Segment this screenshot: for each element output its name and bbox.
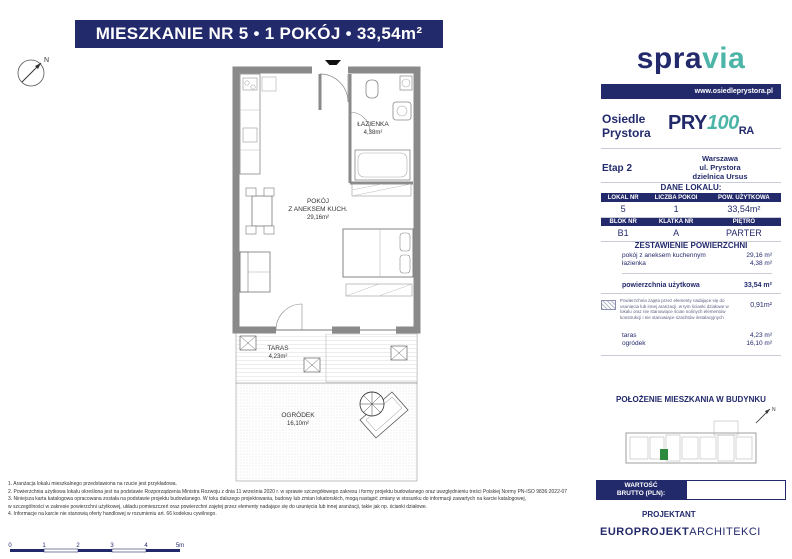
unit-data-table bbox=[601, 193, 781, 242]
terrace-name-label: TARAS bbox=[267, 345, 289, 352]
building-location-map bbox=[616, 405, 781, 470]
usable-area-total: powierzchnia użytkowa 33,54 m² bbox=[622, 282, 772, 289]
living-name-label-2: Z ANEKSEM KUCH. bbox=[288, 206, 348, 213]
stage-label: Etap 2 bbox=[602, 163, 633, 174]
area-row: taras 4,23 m² bbox=[622, 332, 772, 339]
col-header: KLATKA NR bbox=[645, 217, 706, 226]
compass-icon bbox=[756, 409, 770, 423]
living-name-label: POKÓJ bbox=[306, 198, 330, 205]
sofa-icon bbox=[240, 252, 270, 292]
footnote: 1. Aranżacja lokalu mieszkalnego przedstawiona na rzucie jest przykładowa. bbox=[8, 481, 177, 487]
floor-plan bbox=[0, 55, 590, 485]
hatch-value: 0,91m² bbox=[750, 302, 772, 309]
floor-value: PARTER bbox=[707, 226, 781, 241]
usable-area-value: 33,54m² bbox=[707, 202, 781, 217]
scale-tick: 0 bbox=[8, 543, 12, 549]
hatch-legend-icon bbox=[601, 300, 616, 310]
address-block: Warszawa ul. Prystora dzielnica Ursus bbox=[692, 154, 748, 181]
scale-tick: 3 bbox=[110, 543, 114, 549]
footnote: 3. Niniejsza karta katalogowa opracowana została na podstawie projektu budowlanego. W toku dalszego projektowania, budowy lub zmian lokatorskich, mogą nastąpić zmiany w stosunku do informacji zawartych na karcie katalogowej, bbox=[8, 496, 527, 502]
bathroom-name-label: ŁAZIENKA bbox=[357, 121, 389, 128]
estate-name: Osiedle Prystora bbox=[602, 112, 651, 140]
garden-name-label: OGRÓDEK bbox=[281, 412, 315, 419]
col-header: PIĘTRO bbox=[707, 217, 781, 226]
compass-north-label: N bbox=[44, 57, 50, 64]
hatch-note: Powierzchnia zajęta przez elementy nadające się do usunięcia lub innej aranżacji, w tym ścianki działowe w lokalu oraz nie stanowiące ścian nośnych elementów konstrukcji i nie stanowiące szachtów instalacyjnych bbox=[620, 298, 729, 320]
scale-tick: 5m bbox=[175, 543, 185, 549]
scale-tick: 1 bbox=[42, 543, 46, 549]
location-title: POŁOŻENIE MIESZKANIA W BUDYNKU bbox=[616, 395, 766, 404]
price-value bbox=[686, 480, 786, 500]
col-header: LOKAL NR bbox=[601, 193, 645, 202]
col-header: BLOK NR bbox=[601, 217, 645, 226]
spravia-logo: spravia bbox=[636, 42, 746, 75]
living-area-label: 29,16m² bbox=[306, 215, 330, 221]
area-row: pokój z aneksem kuchennym 29,16 m² bbox=[622, 252, 772, 259]
terrace-area-label: 4,23m² bbox=[268, 354, 288, 360]
bed-icon bbox=[343, 229, 413, 277]
unit-number-value: 5 bbox=[601, 202, 645, 217]
unit-data-title: DANE LOKALU: bbox=[660, 183, 722, 192]
rooms-count-value: 1 bbox=[645, 202, 706, 217]
umbrella-icon bbox=[360, 392, 384, 416]
scale-tick: 2 bbox=[76, 543, 80, 549]
area-row: ogródek 16,10 m² bbox=[622, 340, 772, 347]
col-header: LICZBA POKOI bbox=[645, 193, 706, 202]
footnotes bbox=[8, 481, 588, 519]
designer-label: PROJEKTANT bbox=[642, 510, 696, 519]
areas-title: ZESTAWIENIE POWIERZCHNI bbox=[634, 241, 748, 250]
footnote: 4. Informacje na karcie nie stanowią oferty handlowej w rozumieniu art. 66 kodeksu cywilnego. bbox=[8, 511, 217, 517]
staircase-value: A bbox=[645, 226, 706, 241]
area-row: łazienka 4,38 m² bbox=[622, 260, 772, 267]
scale-bar bbox=[8, 540, 188, 554]
prystora-logo: $PRY100_{RA}$ bbox=[668, 112, 754, 137]
info-panel bbox=[596, 20, 786, 500]
compass-icon bbox=[18, 60, 44, 86]
europrojekt-logo: EUROPROJEKTARCHITEKCI bbox=[600, 526, 761, 538]
col-header: POW. UŻYTKOWA bbox=[707, 193, 781, 202]
price-label: WARTOŚĆ BRUTTO (PLN): bbox=[596, 480, 686, 500]
bathroom-area-label: 4,38m² bbox=[363, 130, 383, 136]
scale-tick: 4 bbox=[144, 543, 148, 549]
block-value: B1 bbox=[601, 226, 645, 241]
website-link[interactable]: www.osiedleprystora.pl bbox=[601, 84, 781, 99]
svg-text:N: N bbox=[772, 407, 776, 413]
footnote: w szczególności w zakresie powierzchni użytkowej, układu pomieszczeń oraz powierzchni zajętej przez elementy nadające się do usunięcia lub innej aranżacji, takie jak np. ścianki działowe. bbox=[8, 503, 428, 510]
garden-area-label: 16,10m² bbox=[286, 421, 310, 427]
apartment-highlight bbox=[660, 449, 668, 460]
page-title: MIESZKANIE NR 5 • 1 POKÓJ • 33,54m² bbox=[75, 20, 443, 48]
footnote: 2. Powierzchnia użytkowa lokalu określona jest na podstawie Rozporządzenia Ministra Rozwoju z dnia 11 września 2020 r. w sprawie szczegółowego zakresu i formy projektu budowlanego oraz uwzględnieniu treści Polskiej Normy PN-ISO 9836:2022-07 bbox=[8, 488, 568, 495]
